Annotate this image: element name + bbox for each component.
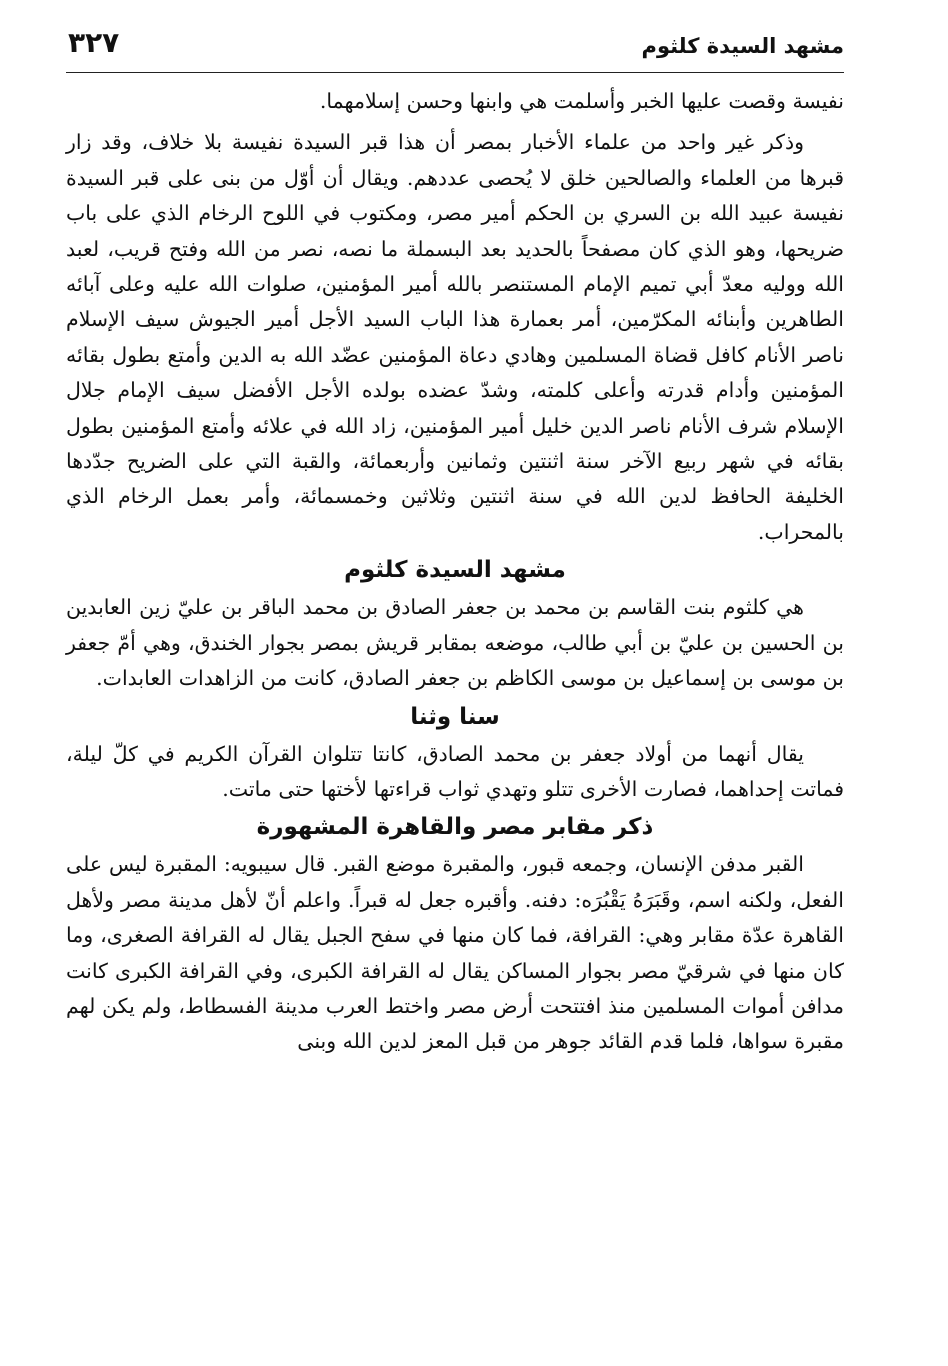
kulthum-paragraph: هي كلثوم بنت القاسم بن محمد بن جعفر الصادق بن محمد الباقر بن عليّ زين العابدين بن الحسين بن عليّ بن أبي طالب، موضعه بمقابر قريش بمصر بجوار الخندق، وهي أمّ جعفر بن موسى بن إسماعيل بن موسى الكاظم بن جعفر الصادق، كانت من الزاهدات العابدات.	[66, 595, 844, 691]
sana-paragraph: يقال أنهما من أولاد جعفر بن محمد الصادق، كانتا تتلوان القرآن الكريم في كلّ ليلة، فماتت إحداهما، فصارت الأخرى تتلو وتهدي ثواب قراءتها لأختها حتى ماتت.	[66, 741, 844, 801]
intro-tail-paragraph: نفيسة وقصت عليها الخبر وأسلمت هي وابنها وحسن إسلامهما.	[319, 89, 844, 113]
section-heading-sana: سنا وثنا	[410, 703, 500, 730]
nafisa-tomb-paragraph: وذكر غير واحد من علماء الأخبار بمصر أن هذا قبر السيدة نفيسة بلا خلاف، وقد زار قبرها من العلماء والصالحين خلق لا يُحصى عددهم. ويقال أن أوّل من بنى على قبر السيدة نفيسة عبيد الله بن السري بن الحكم أمير مصر، ومكتوب في اللوح الرخام الذي على باب ضريحها، وهو الذي كان مصفحاً بالحديد بعد البسملة ما نصه، نصر من الله وفتح قريب، لعبد الله ووليه معدّ أبي تميم الإمام المستنصر بالله أمير المؤمنين، صلوات الله عليه وعلى آبائه الطاهرين وأبنائه المكرّمين، أمر بعمارة هذا الباب السيد الأجل أمير الجيوش سيف الإسلام ناصر الأنام كافل قضاة المسلمين وهادي دعاة المؤمنين عضّد الله به الدين وأمتع بطول بقائه المؤمنين وأدام قدرته وأعلى كلمته، وشدّ عضده بولده الأجل الأفضل سيف الإمام جلال الإسلام شرف الأنام ناصر الدين خليل أمير المؤمنين، زاد الله في علائه وأمتع المؤمنين بطول بقائه في شهر ربيع الآخر سنة اثنتين وثمانين وأربعمائة، والقبة التي على الضريح جدّدها الخليفة الحافظ لدين الله في سنة اثنتين وثلاثين وخمسمائة، وأمر بعمل الرخام الذي بالمحراب.	[66, 130, 844, 544]
page-header	[66, 22, 844, 73]
page-number: ٣٢٧	[68, 26, 120, 59]
maqabir-paragraph: القبر مدفن الإنسان، وجمعه قبور، والمقبرة موضع القبر. قال سيبويه: المقبرة ليس على الفعل، ولكنه اسم، وقَبَرَهُ يَقْبُرَه: دفنه. وأقبره جعل له قبراً. واعلم أنّ لأهل مدينة مصر ولأهل القاهرة عدّة مقابر وهي: القرافة، فما كان منها في سفح الجبل يقال له القرافة الصغرى، وما كان منها في شرقيّ مصر بجوار المساكن يقال له القرافة الكبرى، وفي القرافة الكبرى كانت مدافن أموات المسلمين منذ افتتحت أرض مصر واختط العرب مدينة الفسطاط، ولم يكن لهم مقبرة سواها، فلما قدم القائد جوهر من قبل المعز لدين الله وبنى	[66, 852, 844, 1054]
running-title: مشهد السيدة كلثوم	[641, 34, 844, 58]
section-heading-maqabir: ذكر مقابر مصر والقاهرة المشهورة	[256, 814, 654, 841]
section-heading-kulthum: مشهد السيدة كلثوم	[344, 557, 566, 584]
page-body	[66, 84, 844, 1060]
